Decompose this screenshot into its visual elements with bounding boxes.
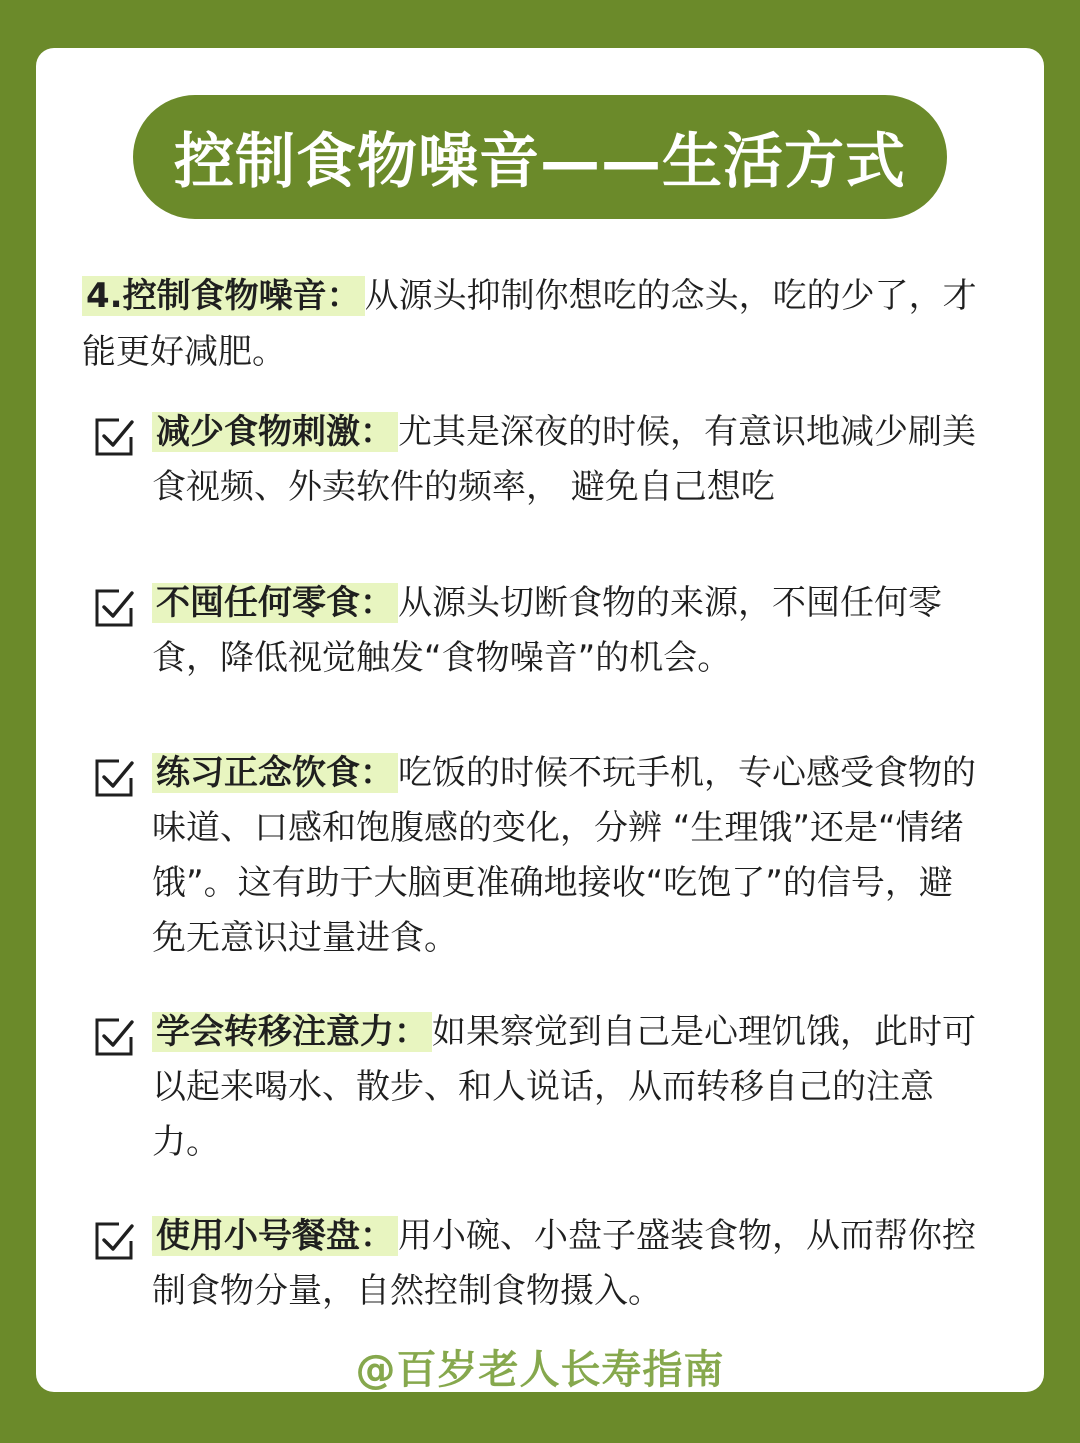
tip-body: 如果察觉到自己是心理饥饿，此时可以起来喝水、散步、和人说话，从而转移自己的注意力。 <box>152 1012 976 1162</box>
checkbox-checked-icon <box>92 586 136 630</box>
tip-text <box>152 1209 986 1319</box>
tip-label: 使用小号餐盘： <box>152 1216 398 1256</box>
checkbox-checked-icon <box>92 1015 136 1059</box>
intro-label: 4.控制食物噪音： <box>82 276 365 316</box>
tip-body: 从源头切断食物的来源，不囤任何零食，降低视觉触发“食物噪音”的机会。 <box>152 583 942 678</box>
content-card <box>36 48 1044 1392</box>
checkbox-checked-icon <box>92 1219 136 1263</box>
tip-text <box>152 1005 986 1170</box>
intro-text: 从源头抑制你想吃的念头，吃的少了，才能更好减肥。 <box>82 276 977 372</box>
tip-label: 学会转移注意力： <box>152 1012 432 1052</box>
tip-body: 尤其是深夜的时候，有意识地减少刷美食视频、外卖软件的频率， 避免自己想吃 <box>152 412 976 507</box>
author-signature: @百岁老人长寿指南 <box>355 1347 725 1393</box>
page-title: 控制食物噪音——生活方式 <box>174 127 906 197</box>
title-banner <box>133 95 947 219</box>
tip-text <box>152 576 986 686</box>
checkbox-checked-icon <box>92 415 136 459</box>
tip-text <box>152 405 986 515</box>
intro-paragraph <box>82 268 1002 380</box>
tip-label: 练习正念饮食： <box>152 753 398 793</box>
tip-label: 减少食物刺激： <box>152 412 398 452</box>
tip-body: 吃饭的时候不玩手机，专心感受食物的味道、口感和饱腹感的变化，分辨 “生理饿”还是“情绪饿”。这有助于大脑更准确地接收“吃饱了”的信号，避免无意识过量进食。 <box>152 753 976 958</box>
tip-body: 用小碗、小盘子盛装食物，从而帮你控制食物分量，自然控制食物摄入。 <box>152 1216 976 1311</box>
tip-label: 不囤任何零食： <box>152 583 398 623</box>
tip-text <box>152 746 986 966</box>
checkbox-checked-icon <box>92 756 136 800</box>
